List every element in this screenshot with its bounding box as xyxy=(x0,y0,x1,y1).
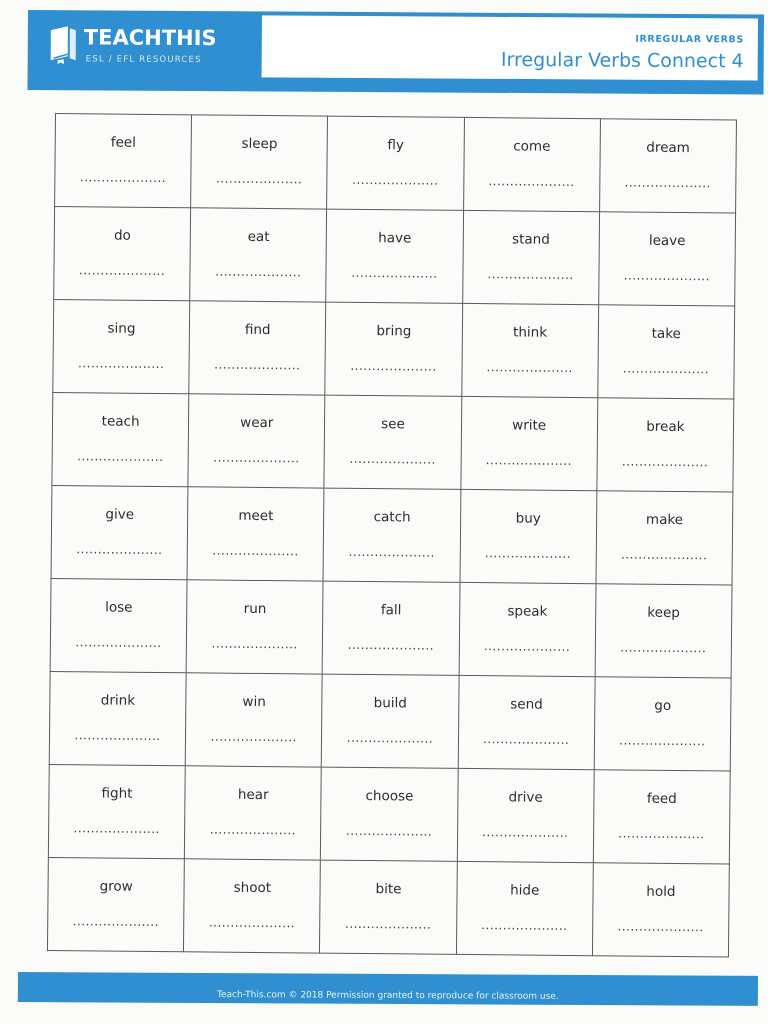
brand-name: TEACHTHIS xyxy=(83,25,217,51)
copyright-notice: Teach-This.com © 2018 Permission granted to reproduce for classroom use. xyxy=(217,990,559,1002)
verb-word: come xyxy=(513,138,551,155)
verb-cell xyxy=(592,863,729,957)
answer-blank[interactable]: .................... xyxy=(349,451,436,467)
verb-cell xyxy=(184,859,321,953)
verb-word: win xyxy=(242,693,266,711)
footer-banner xyxy=(18,972,758,1006)
verb-word: fight xyxy=(101,785,133,802)
verb-word: take xyxy=(651,325,681,343)
verb-word: hide xyxy=(510,882,540,899)
book-icon xyxy=(48,24,80,64)
grid-row xyxy=(51,485,733,585)
verb-cell xyxy=(326,209,463,303)
verb-cell xyxy=(320,860,457,954)
verb-word: lose xyxy=(105,599,133,616)
verb-cell xyxy=(191,115,328,209)
verb-grid xyxy=(47,113,737,958)
verb-word: feel xyxy=(110,134,136,151)
verb-word: grow xyxy=(99,878,133,895)
answer-blank[interactable]: .................... xyxy=(77,356,165,372)
verb-cell xyxy=(594,677,731,771)
answer-blank[interactable]: .................... xyxy=(482,825,569,840)
verb-cell xyxy=(459,582,596,676)
verb-cell xyxy=(593,770,730,864)
verb-word: break xyxy=(646,418,685,436)
verb-word: feed xyxy=(646,790,677,807)
grid-row xyxy=(55,114,737,214)
answer-blank[interactable]: .................... xyxy=(215,171,303,187)
verb-cell xyxy=(327,116,464,210)
verb-word: choose xyxy=(365,788,414,805)
verb-word: hold xyxy=(646,883,676,900)
answer-blank[interactable]: .................... xyxy=(213,450,300,466)
answer-blank[interactable]: .................... xyxy=(624,175,711,191)
answer-blank[interactable]: .................... xyxy=(623,268,711,284)
verb-word: bite xyxy=(375,881,402,898)
grid-row xyxy=(49,671,731,771)
verb-word: dream xyxy=(646,139,690,157)
verb-cell xyxy=(323,581,460,675)
verb-cell xyxy=(53,299,190,393)
verb-cell xyxy=(597,398,734,492)
answer-blank[interactable]: .................... xyxy=(74,728,161,744)
verb-word: hear xyxy=(237,786,269,804)
verb-cell xyxy=(321,767,458,861)
answer-blank[interactable]: .................... xyxy=(620,547,708,563)
verb-table xyxy=(47,113,737,958)
answer-blank[interactable]: .................... xyxy=(78,263,166,279)
answer-blank[interactable]: .................... xyxy=(483,639,571,654)
verb-word: go xyxy=(654,697,672,714)
verb-word: eat xyxy=(247,228,270,246)
answer-blank[interactable]: .................... xyxy=(212,543,299,559)
grid-row xyxy=(52,392,734,492)
grid-row xyxy=(47,857,729,957)
answer-blank[interactable]: .................... xyxy=(350,358,437,374)
answer-blank[interactable]: .................... xyxy=(215,264,302,280)
verb-cell xyxy=(461,303,598,397)
verb-word: drive xyxy=(508,789,543,806)
verb-word: send xyxy=(510,696,543,713)
verb-word: sing xyxy=(107,320,136,337)
answer-blank[interactable]: .................... xyxy=(72,914,160,930)
verb-word: sleep xyxy=(241,135,278,153)
verb-cell xyxy=(49,671,186,765)
verb-cell xyxy=(460,396,597,490)
verb-cell xyxy=(598,212,735,306)
verb-cell xyxy=(457,768,594,862)
answer-blank[interactable]: .................... xyxy=(486,360,573,375)
answer-blank[interactable]: .................... xyxy=(621,454,709,470)
verb-word: shoot xyxy=(233,879,272,897)
verb-cell xyxy=(189,301,326,395)
answer-blank[interactable]: .................... xyxy=(619,733,706,749)
verb-word: teach xyxy=(101,413,140,430)
grid-row xyxy=(54,207,736,307)
answer-blank[interactable]: .................... xyxy=(351,265,438,281)
verb-cell xyxy=(323,488,460,582)
verb-word: have xyxy=(378,230,412,247)
answer-blank[interactable]: .................... xyxy=(620,640,707,656)
answer-blank[interactable]: .................... xyxy=(210,729,298,745)
answer-blank[interactable]: .................... xyxy=(481,918,568,933)
verb-cell xyxy=(462,210,599,304)
answer-blank[interactable]: .................... xyxy=(208,915,296,931)
answer-blank[interactable]: .................... xyxy=(485,453,573,468)
verb-cell xyxy=(598,305,735,399)
verb-cell xyxy=(185,766,322,860)
answer-blank[interactable]: .................... xyxy=(73,821,160,837)
answer-blank[interactable]: .................... xyxy=(482,732,570,747)
verb-cell xyxy=(55,114,192,208)
worksheet-title: Irregular Verbs Connect 4 xyxy=(500,48,744,73)
verb-cell xyxy=(463,117,600,211)
verb-cell xyxy=(595,584,732,678)
verb-word: meet xyxy=(238,507,274,525)
verb-cell xyxy=(50,578,187,672)
verb-word: buy xyxy=(515,510,541,527)
verb-word: write xyxy=(512,417,547,434)
verb-cell xyxy=(460,489,597,583)
verb-word: bring xyxy=(376,323,412,340)
answer-blank[interactable]: .................... xyxy=(352,172,439,188)
answer-blank[interactable]: .................... xyxy=(484,546,572,561)
verb-cell xyxy=(325,302,462,396)
verb-word: think xyxy=(512,324,548,341)
answer-blank[interactable]: .................... xyxy=(75,635,162,651)
answer-blank[interactable]: .................... xyxy=(79,170,167,186)
answer-blank[interactable]: .................... xyxy=(77,449,164,465)
answer-blank[interactable]: .................... xyxy=(347,637,435,653)
verb-cell xyxy=(599,119,736,213)
verb-cell xyxy=(51,485,188,579)
answer-blank[interactable]: .................... xyxy=(344,916,432,932)
grid-row xyxy=(50,578,732,678)
answer-blank[interactable]: .................... xyxy=(76,542,163,558)
verb-word: catch xyxy=(373,509,411,526)
answer-blank[interactable]: .................... xyxy=(622,361,710,377)
grid-row xyxy=(48,764,730,864)
verb-cell xyxy=(322,674,459,768)
verb-word: build xyxy=(373,695,407,712)
verb-word: find xyxy=(244,321,271,339)
verb-cell xyxy=(48,764,185,858)
verb-word: stand xyxy=(512,231,550,248)
answer-blank[interactable]: .................... xyxy=(618,826,705,842)
verb-cell xyxy=(52,392,189,486)
verb-word: speak xyxy=(507,603,548,620)
verb-cell xyxy=(324,395,461,489)
verb-cell xyxy=(187,487,324,581)
verb-word: see xyxy=(381,416,405,433)
verb-word: wear xyxy=(240,414,274,432)
answer-blank[interactable]: .................... xyxy=(211,636,298,652)
answer-blank[interactable]: .................... xyxy=(345,823,433,839)
verb-cell xyxy=(456,861,593,955)
answer-blank[interactable]: .................... xyxy=(617,919,704,935)
header-banner xyxy=(28,10,764,94)
verb-word: keep xyxy=(647,604,680,622)
brand-tagline: ESL / EFL RESOURCES xyxy=(85,54,202,66)
verb-cell xyxy=(186,580,323,674)
verb-cell xyxy=(190,208,327,302)
verb-cell xyxy=(54,207,191,301)
verb-word: fall xyxy=(380,602,402,619)
answer-blank[interactable]: .................... xyxy=(346,730,434,746)
verb-cell xyxy=(185,673,322,767)
verb-cell xyxy=(188,394,325,488)
grid-row xyxy=(53,299,735,399)
verb-cell xyxy=(47,857,184,951)
verb-cell xyxy=(596,491,733,585)
title-panel xyxy=(262,15,758,80)
verb-cell xyxy=(458,675,595,769)
verb-word: drink xyxy=(100,692,136,709)
answer-blank[interactable]: .................... xyxy=(488,174,575,189)
verb-word: do xyxy=(113,227,131,244)
answer-blank[interactable]: .................... xyxy=(209,822,297,838)
verb-word: make xyxy=(645,511,684,529)
answer-blank[interactable]: .................... xyxy=(214,357,301,373)
logo xyxy=(48,20,258,76)
verb-word: leave xyxy=(648,232,686,250)
worksheet-category: IRREGULAR VERBS xyxy=(635,33,744,46)
answer-blank[interactable]: .................... xyxy=(487,267,574,282)
verb-word: run xyxy=(243,600,267,618)
verb-word: fly xyxy=(387,137,405,154)
verb-word: give xyxy=(105,506,135,523)
answer-blank[interactable]: .................... xyxy=(348,544,435,560)
